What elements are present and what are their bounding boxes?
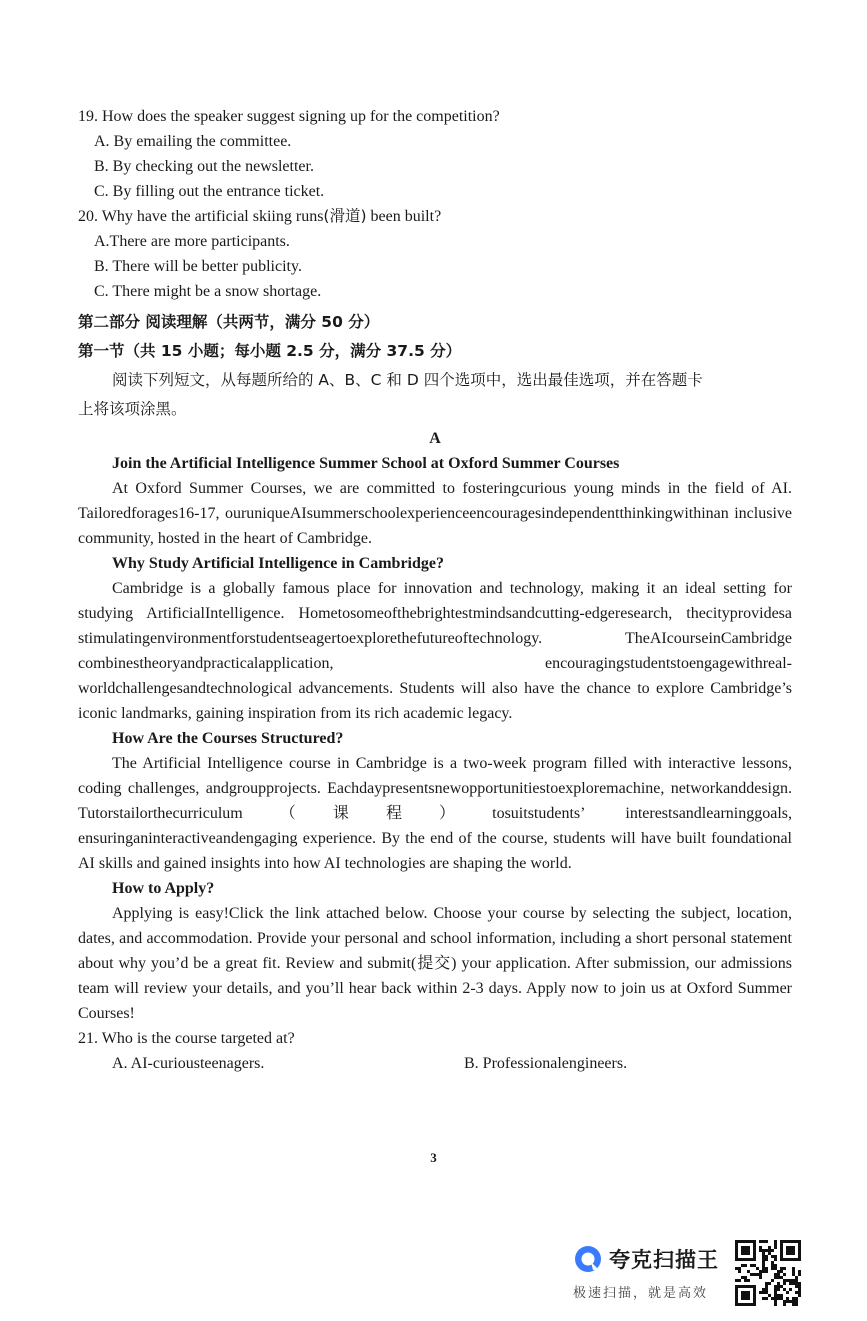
brand-name: 夸克扫描王: [609, 1248, 719, 1272]
subheading-structure: How Are the Courses Structured?: [112, 730, 344, 747]
instruction-line-2: 上将该项涂黑。: [78, 400, 187, 418]
option-a: A.There are more participants.: [94, 233, 290, 250]
question-stem: 19. How does the speaker suggest signing up for the competition?: [78, 108, 500, 125]
question-stem: [78, 204, 792, 229]
passage-paragraph-1: At Oxford Summer Courses, we are committed to fosteringcurious young minds in the field of AI. Tailoredforages16-17, ouruniqueAIsummerschoolexperienceencouragesindependentthinkingwithinan inclusive community, hosted in the heart of Cambridge.: [78, 480, 792, 547]
passage-title: Join the Artificial Intelligence Summer School at Oxford Summer Courses: [112, 455, 620, 472]
option-b: B. By checking out the newsletter.: [94, 158, 314, 175]
option-c: C. There might be a snow shortage.: [94, 283, 322, 300]
option-a: A. By emailing the committee.: [94, 133, 292, 150]
options-row: [78, 1051, 792, 1076]
subheading-apply: How to Apply?: [112, 880, 215, 897]
instruction-line-1: 阅读下列短文，从每题所给的 A、B、C 和 D 四个选项中，选出最佳选项，并在答题卡: [112, 371, 703, 389]
passage-paragraph-2: Cambridge is a globally famous place for innovation and technology, making it an ideal setting for studying ArtificialIntelligence. Hometosomeofthebrightestmindsandcutting-edgeresearch, thecityprovidesa stimulatingenvironmentforstudentseagertoexplorethefutureoftechnology. TheAIcourseinCambridge combinestheoryandpracticalapplication, encouragingstudentstoengagewithreal-worldchallengesandtechnological advancements. Students will also have the chance to explore Cambridge’s iconic landmarks, gaining inspiration from its rich academic legacy.: [78, 580, 792, 722]
question-19: [78, 104, 792, 204]
section-heading: 第一节（共 15 小题；每小题 2.5 分，满分 37.5 分）: [78, 342, 462, 360]
option-b: B. There will be better publicity.: [94, 258, 302, 275]
option-c: C. By filling out the entrance ticket.: [94, 183, 325, 200]
stem-after: been built?: [370, 208, 442, 225]
stem-note: (滑道): [323, 207, 367, 225]
page-number: 3: [430, 1150, 437, 1165]
question-20: [78, 204, 792, 304]
part-heading: 第二部分 阅读理解（共两节，满分 50 分）: [78, 313, 380, 331]
quark-logo-icon: [573, 1244, 603, 1274]
subheading-why-study: Why Study Artificial Intelligence in Cambridge?: [112, 555, 444, 572]
passage-letter: A: [429, 430, 441, 447]
scanner-watermark: [573, 1244, 733, 1306]
option-a: A. AI-curiousteenagers.: [112, 1055, 265, 1072]
stem-before: 20. Why have the artificial skiing runs: [78, 208, 324, 225]
option-b: B. Professionalengineers.: [464, 1055, 628, 1072]
question-21: [78, 1026, 792, 1076]
passage-paragraph-3: The Artificial Intelligence course in Cambridge is a two-week program filled with interactive lessons, coding challenges, andgroupprojects. Eachdaypresentsnewopportunitiestoexploremachine, networkanddesign. Tutorstailorthecurriculum（课程）tosuitstudents’ interestsandlearninggoals, ensuringaninteractiveandengaging experience. By the end of the course, students will have built foundational AI skills and gained insights into how AI technologies are shaping the world.: [78, 755, 792, 872]
question-stem: 21. Who is the course targeted at?: [78, 1030, 295, 1047]
qr-code-icon: [735, 1240, 801, 1306]
brand-slogan: 极速扫描，就是高效: [573, 1286, 709, 1301]
passage-paragraph-4: Applying is easy!Click the link attached below. Choose your course by selecting the subject, location, dates, and accommodation. Provide your personal and school information, including a short personal statement about why you’d be a great fit. Review and submit(提交) your application. After submission, our admissions team will review your details, and you’ll hear back within 2-3 days. Apply now to join us at Oxford Summer Courses!: [78, 905, 792, 1022]
exam-page: [78, 104, 792, 1076]
